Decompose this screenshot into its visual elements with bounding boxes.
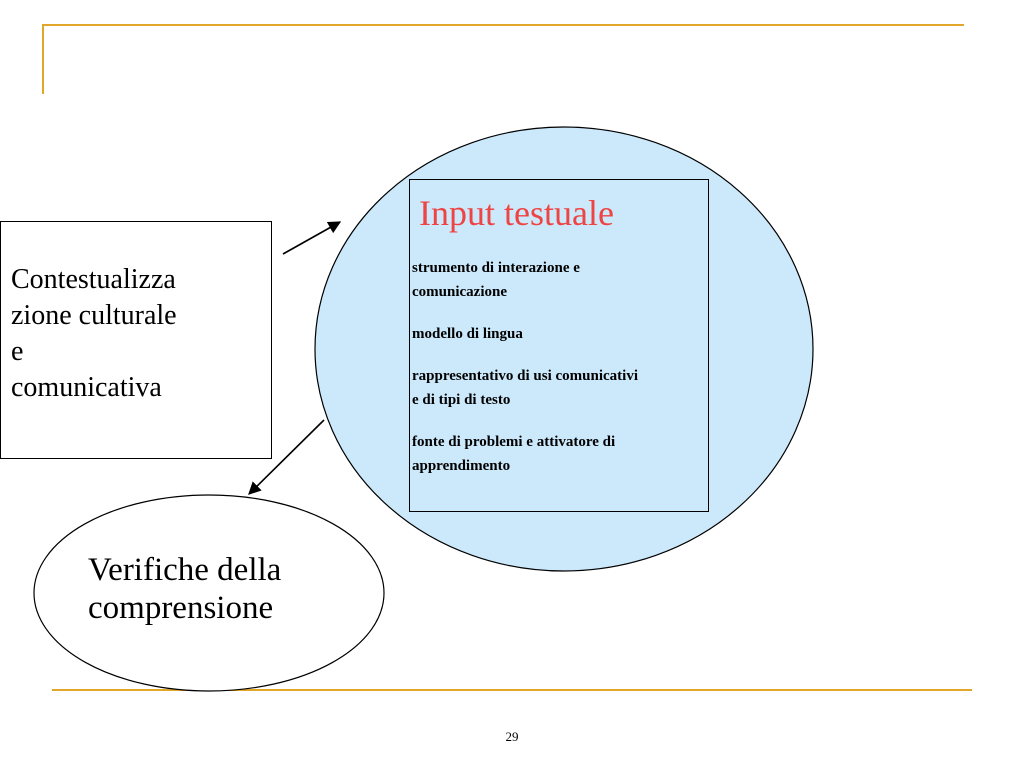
input-box [409, 179, 709, 512]
input-item: strumento di interazione e comunicazione [412, 260, 580, 300]
input-item: rappresentativo di usi comunicativi e di tipi di testo [412, 368, 638, 408]
page-number: 29 [505, 729, 519, 744]
verifiche-text: Verifiche della comprensione [88, 552, 282, 626]
input-item: fonte di problemi e attivatore di apprendimento [412, 434, 616, 474]
input-item: modello di lingua [412, 326, 523, 342]
arrow-context-to-input [283, 222, 340, 254]
input-items-list [412, 256, 722, 496]
input-title: Input testuale [419, 193, 614, 233]
context-box-text: Contestualizza zione culturale e comunicativa [11, 264, 177, 403]
context-box [0, 221, 272, 459]
